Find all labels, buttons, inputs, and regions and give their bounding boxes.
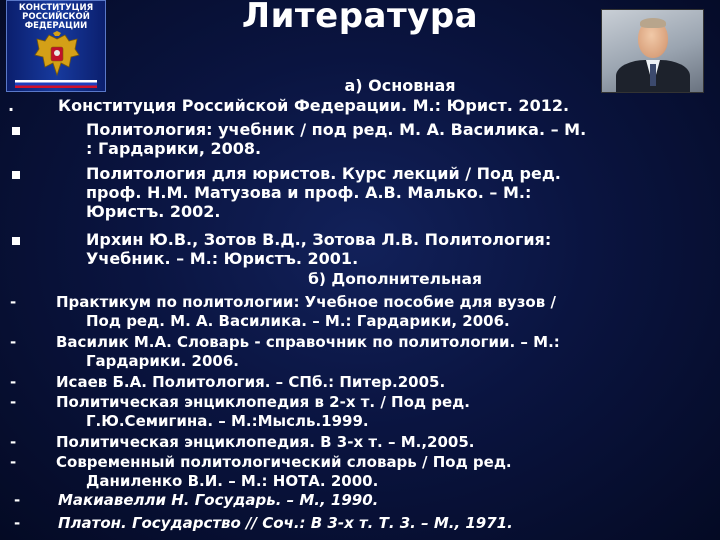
dash-marker: - [10, 393, 17, 411]
bullet-square-icon [12, 237, 20, 245]
dash-marker: - [10, 453, 17, 471]
section-b-heading: б) Дополнительная [308, 270, 482, 288]
dash-marker: - [14, 514, 21, 532]
dash-marker: - [10, 373, 17, 391]
bullet-dot: . [8, 96, 15, 115]
bullet-square-icon [12, 171, 20, 179]
extra-ref-line: Г.Ю.Семигина. – М.:Мысль.1999. [86, 412, 369, 430]
extra-ref-line: Политическая энциклопедия в 2-х т. / Под ред. [56, 393, 470, 411]
bullet-square-icon [12, 127, 20, 135]
extra-ref-line: Практикум по политологии: Учебное пособие для вузов / [56, 293, 556, 311]
section-a-heading: а) Основная [344, 76, 456, 95]
dash-marker: - [10, 293, 17, 311]
page-title: Литература [241, 0, 479, 36]
extra-ref-line: Даниленко В.И. – М.: НОТА. 2000. [86, 472, 379, 490]
main-ref-line: Учебник. – М.: Юристъ. 2001. [86, 249, 359, 268]
cover-line-2: РОССИЙСКОЙ [22, 12, 90, 22]
dash-marker: - [10, 333, 17, 351]
main-ref-line: Политология для юристов. Курс лекций / Под ред. [86, 164, 561, 183]
main-ref-line: проф. Н.М. Матузова и проф. А.В. Малько. – М.: [86, 183, 532, 202]
extra-ref-line: Политическая энциклопедия. В 3-х т. – М.,2005. [56, 433, 475, 451]
extra-ref-line: Василик М.А. Словарь - справочник по политологии. – М.: [56, 333, 560, 351]
cover-line-1: КОНСТИТУЦИЯ [18, 3, 94, 13]
extra-ref-line: Под ред. М. А. Василика. – М.: Гардарики, 2006. [86, 312, 510, 330]
main-ref-line: Ирхин Ю.В., Зотов В.Д., Зотова Л.В. Политология: [86, 230, 552, 249]
extra-ref-line: Макиавелли Н. Государь. – М., 1990. [58, 491, 379, 509]
extra-ref-line: Исаев Б.А. Политология. – СПб.: Питер.2005. [56, 373, 446, 391]
main-ref-line: Конституция Российской Федерации. М.: Юрист. 2012. [58, 96, 570, 115]
extra-ref-line: Современный политологический словарь / Под ред. [56, 453, 512, 471]
main-ref-line: Политология: учебник / под ред. М. А. Василика. – М. [86, 120, 587, 139]
extra-ref-line: Гардарики. 2006. [86, 352, 239, 370]
dash-marker: - [10, 433, 17, 451]
main-ref-line: : Гардарики, 2008. [86, 139, 262, 158]
cover-line-3: ФЕДЕРАЦИИ [24, 21, 88, 31]
dash-marker: - [14, 491, 21, 509]
main-ref-line: Юристъ. 2002. [86, 202, 221, 221]
extra-ref-line: Платон. Государство // Соч.: В 3-х т. Т. 3. – М., 1971. [58, 514, 513, 532]
